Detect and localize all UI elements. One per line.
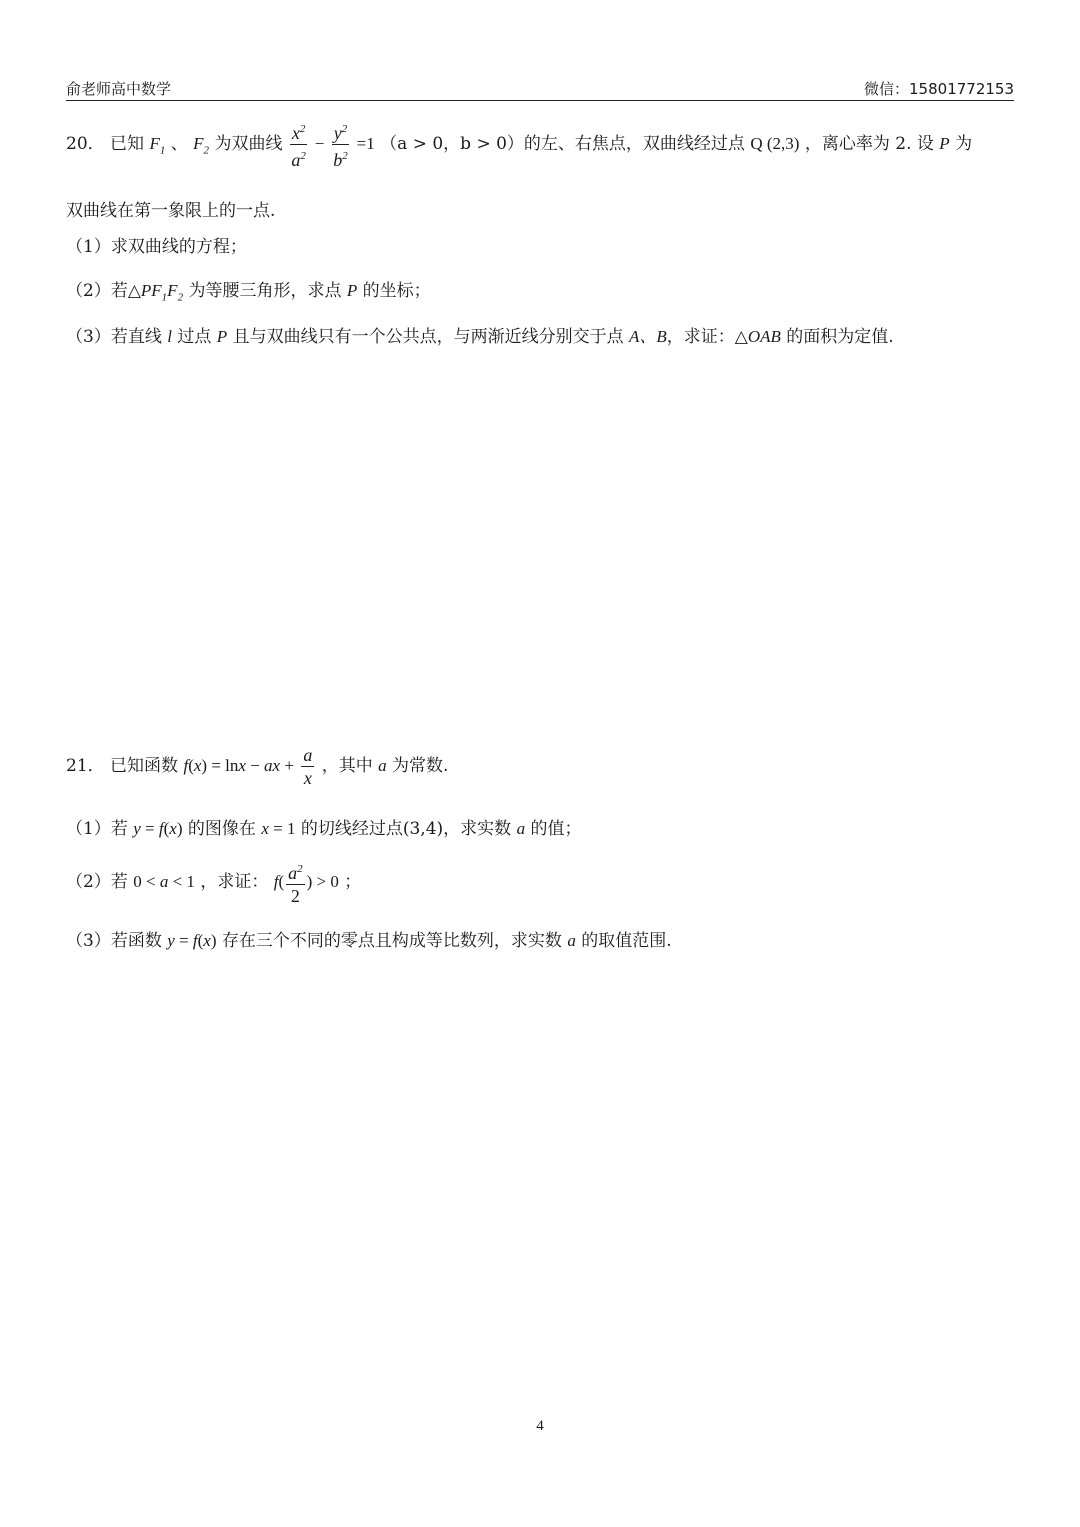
- text: （1）若: [66, 819, 128, 839]
- var-l: l: [167, 327, 172, 346]
- point-q: Q (2,3): [750, 134, 800, 153]
- text: （a > 0，b > 0）的左、右焦点，双曲线经过点: [380, 134, 745, 154]
- problem-number: 21．: [66, 756, 105, 776]
- problem-20-part-2: [66, 276, 1014, 303]
- problem-20-part-1: （1）求双曲线的方程；: [66, 237, 247, 257]
- text: ，离心率为 2. 设: [804, 134, 934, 154]
- fraction-x2-a2: $\frac{x^2}{a^2}$: [290, 118, 308, 171]
- problem-number: 20．: [66, 134, 105, 154]
- expr-x-1: x = 1: [261, 819, 296, 838]
- fraction-y2-b2: $\frac{y^2}{b^2}$: [332, 118, 350, 171]
- var-p: P: [346, 281, 358, 300]
- text: 的值；: [530, 819, 582, 839]
- triangle-oab: OAB: [747, 327, 781, 346]
- text: 、: [170, 134, 188, 154]
- fraction-a2-2: $\frac{a^2}{2}$: [286, 858, 305, 907]
- text: 已知函数: [110, 756, 179, 776]
- text: 的取值范围.: [581, 931, 672, 951]
- focus-f1: $F_1$: [149, 134, 166, 157]
- text: 过点: [177, 327, 212, 347]
- header-contact: 微信：15801772153: [864, 80, 1014, 98]
- points-ab: A、B: [628, 327, 667, 346]
- text: 为常数.: [392, 756, 449, 776]
- text: ，其中: [321, 756, 373, 776]
- header-divider: [66, 100, 1014, 101]
- triangle-pf1f2: $PF_1F_2$: [140, 281, 184, 304]
- page-number: 4: [536, 1418, 544, 1434]
- var-a: a: [567, 931, 576, 950]
- problem-21-part-2: （2）若 0 < a < 1 ，求证： f( $\frac{a^2}{2}$ ) > 0 ；: [66, 858, 1014, 907]
- problem-21-part-1: [66, 814, 1014, 839]
- problem-20-part-3: [66, 322, 1014, 347]
- expr-range: 0 < a < 1: [133, 872, 195, 891]
- page-header: [66, 78, 1014, 100]
- expr-y-fx: y = f(x): [133, 819, 183, 838]
- text: 的坐标；: [362, 281, 431, 301]
- text: （2）若△: [66, 281, 141, 301]
- focus-f2: $F_2$: [193, 134, 210, 157]
- fraction-a-x: $\frac{a}{x}$: [303, 745, 313, 788]
- header-title: 俞老师高中数学: [66, 80, 172, 98]
- var-p: P: [216, 327, 228, 346]
- text: ，求证：: [200, 872, 269, 892]
- text: （2）若: [66, 872, 128, 892]
- text: ，求证：△: [666, 327, 748, 347]
- text: （3）若直线: [66, 327, 162, 347]
- text: 为: [955, 134, 973, 154]
- text: 的切线经过点(3,4)，求实数: [300, 819, 512, 839]
- expr-y-fx: y = f(x): [167, 931, 217, 950]
- text: 为等腰三角形，求点: [188, 281, 342, 301]
- var-p: P: [939, 134, 950, 153]
- function-definition: f(x) = lnx − ax +: [183, 756, 294, 775]
- expr-inequality: f(: [273, 872, 285, 891]
- problem-21-part-3: [66, 926, 1014, 951]
- text: 的图像在: [187, 819, 256, 839]
- text: 存在三个不同的零点且构成等比数列，求实数: [221, 931, 562, 951]
- var-a: a: [516, 819, 526, 838]
- var-a: a: [378, 756, 387, 775]
- problem-21-stem: [66, 744, 1014, 789]
- text: 为双曲线: [214, 134, 283, 154]
- text: （3）若函数: [66, 931, 162, 951]
- problem-20-stem-line2: 双曲线在第一象限上的一点.: [66, 201, 276, 221]
- text: 已知: [110, 134, 145, 154]
- text: ；: [344, 872, 362, 892]
- text: 且与双曲线只有一个公共点，与两渐近线分别交于点: [232, 327, 624, 347]
- problem-20-stem: 20． 已知 $F_1$ 、 $F_2$ 为双曲线 $\frac{x^2}{a^2}$ − $\frac{y^2}{b^2}$ =1 （a > 0，b > 0）的左、右焦点，双曲线经过点 Q (2,3) ，离心率为 2. 设 P 为: [66, 118, 1014, 171]
- text: 的面积为定值.: [786, 327, 894, 347]
